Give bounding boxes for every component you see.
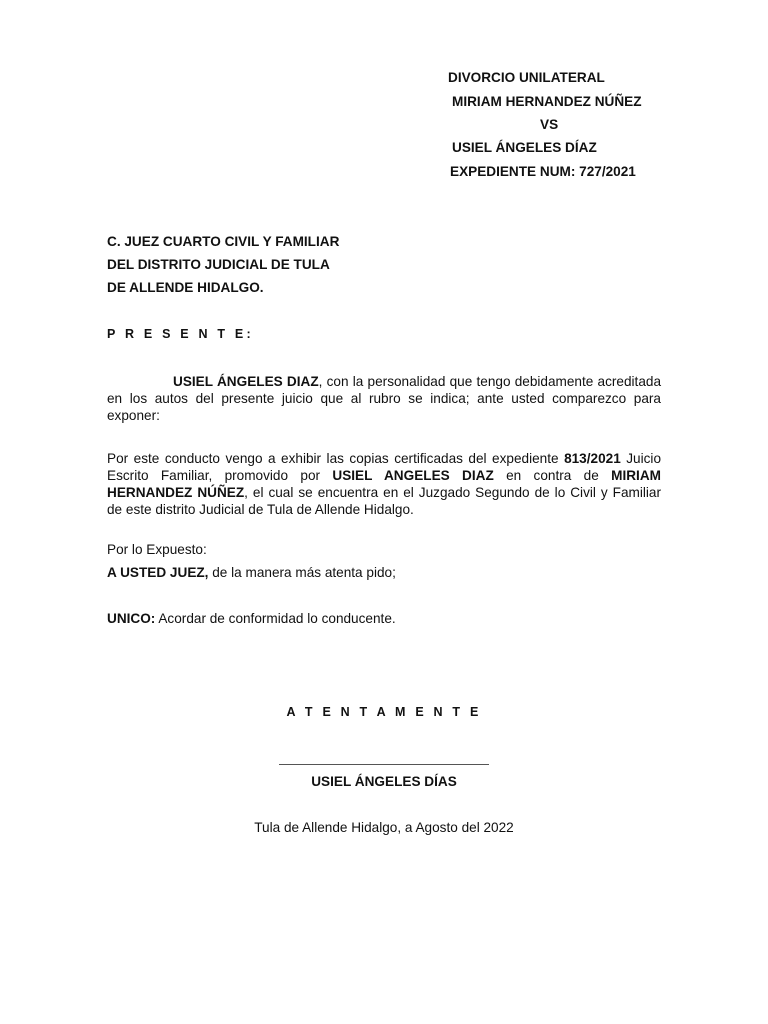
body-part2: Juicio Escrito Familiar, promovido por <box>107 451 662 483</box>
body-file: 813/2021 <box>564 451 621 466</box>
signer-name: USIEL ÁNGELES DÍAS <box>311 774 457 789</box>
petition-judge <box>107 565 396 581</box>
versus-label: VS <box>540 117 559 132</box>
body-part3: en contra de <box>493 468 612 483</box>
place-date: Tula de Allende Hidalgo, a Agosto del 2022 <box>254 820 514 835</box>
atentamente-heading: A T E N T A M E N T E <box>286 705 482 719</box>
body-paragraph <box>107 450 661 518</box>
party-one: MIRIAM HERNANDEZ NÚÑEZ <box>452 94 642 109</box>
petition-unico <box>107 611 396 627</box>
addressee-line2: DEL DISTRITO JUDICIAL DE TULA <box>107 257 330 272</box>
body-defendant: MIRIAM HERNANDEZ NÚÑEZ <box>107 468 661 500</box>
intro-name: USIEL ÁNGELES DIAZ <box>173 374 319 389</box>
petition-judge-bold: A USTED JUEZ, <box>107 565 209 580</box>
body-part4: , el cual se encuentra en el Juzgado Segundo de lo Civil y Familiar de este distrito Judicial de Tula de Allende Hidalgo. <box>107 485 661 517</box>
signature-line <box>279 764 489 765</box>
petition-unico-bold: UNICO: <box>107 611 156 626</box>
party-two: USIEL ÁNGELES DÍAZ <box>452 140 597 155</box>
intro-text: , con la personalidad que tengo debidamente acreditada en los autos del presente juicio que al rubro se indica; ante usted comparezco para exponer: <box>107 374 662 423</box>
file-number: EXPEDIENTE NUM: 727/2021 <box>450 164 636 179</box>
body-promoter: USIEL ANGELES DIAZ <box>332 468 494 483</box>
petition-lead: Por lo Expuesto: <box>107 542 207 557</box>
petition-unico-rest: Acordar de conformidad lo conducente. <box>155 611 396 626</box>
presente-heading: P R E S E N T E: <box>107 327 254 341</box>
body-part1: Por este conducto vengo a exhibir las copias certificadas del expediente <box>107 451 565 466</box>
petition-judge-rest: de la manera más atenta pido; <box>208 565 396 580</box>
intro-paragraph <box>107 373 661 424</box>
addressee-line1: C. JUEZ CUARTO CIVIL Y FAMILIAR <box>107 234 340 249</box>
case-type: DIVORCIO UNILATERAL <box>448 70 605 85</box>
addressee-line3: DE ALLENDE HIDALGO. <box>107 280 264 295</box>
